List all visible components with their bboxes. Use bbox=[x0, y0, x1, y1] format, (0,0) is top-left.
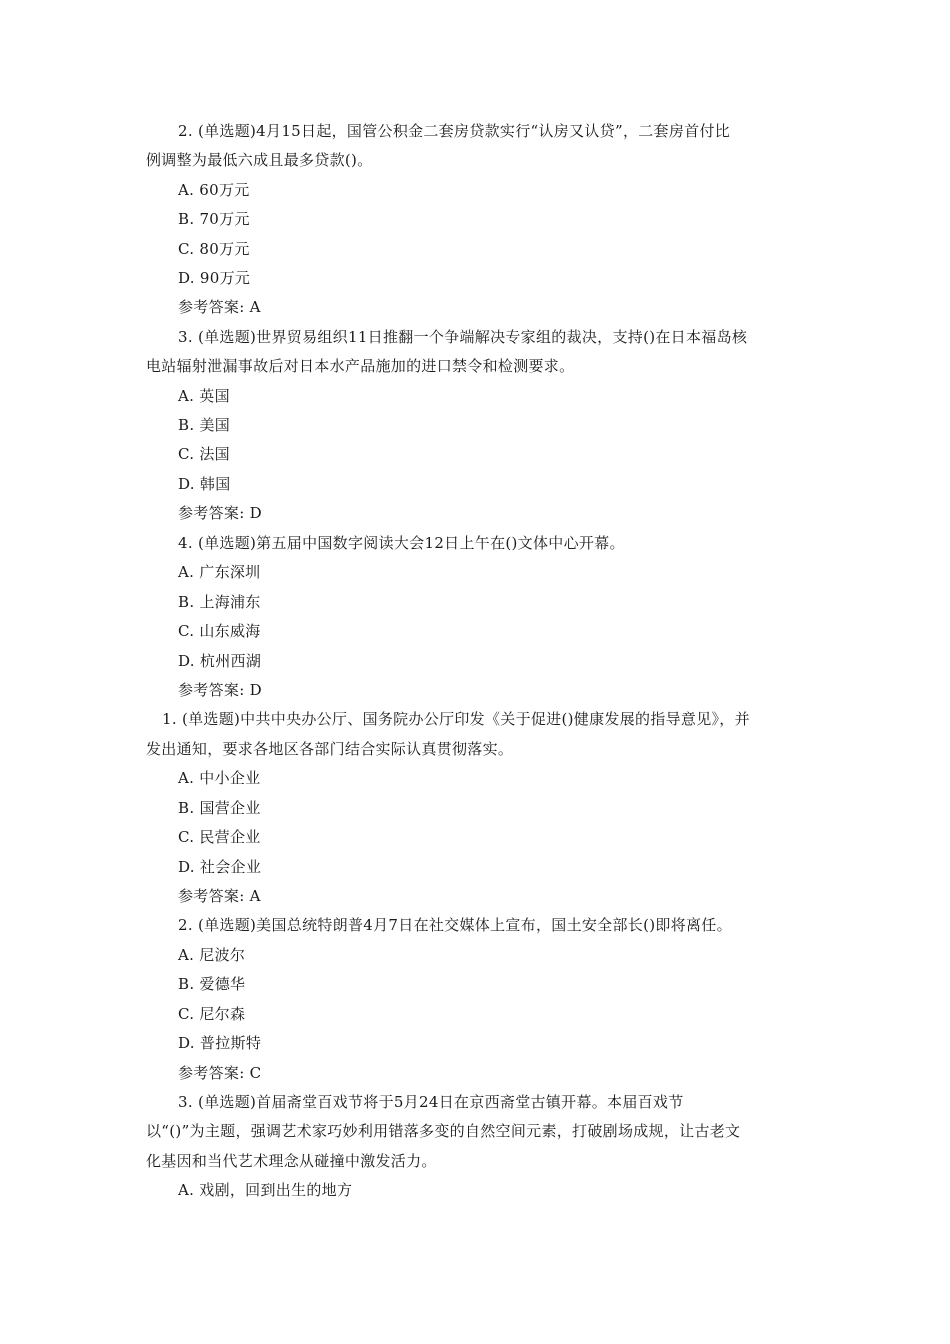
option-b: B. 国营企业 bbox=[178, 799, 261, 817]
question-stem-continued: 发出通知，要求各地区各部门结合实际认真贯彻落实。 bbox=[146, 740, 514, 758]
option-d: D. 社会企业 bbox=[178, 858, 262, 876]
option-b: B. 爱德华 bbox=[178, 975, 246, 993]
option-a: A. 中小企业 bbox=[178, 769, 261, 787]
question-stem: 3. (单选题)世界贸易组织11日推翻一个争端解决专家组的裁决，支持()在日本福岛核 bbox=[178, 328, 748, 346]
question-stem-continued: 化基因和当代艺术理念从碰撞中激发活力。 bbox=[146, 1152, 437, 1170]
question-stem: 3. (单选题)首届斋堂百戏节将于5月24日在京西斋堂古镇开幕。本届百戏节 bbox=[178, 1093, 684, 1111]
question-stem-continued: 电站辐射泄漏事故后对日本水产品施加的进口禁令和检测要求。 bbox=[146, 357, 575, 375]
option-b: B. 上海浦东 bbox=[178, 593, 261, 611]
option-d: D. 普拉斯特 bbox=[178, 1034, 262, 1052]
option-b: B. 美国 bbox=[178, 416, 231, 434]
option-d: D. 韩国 bbox=[178, 475, 231, 493]
option-a: A. 60万元 bbox=[178, 181, 250, 199]
option-c: C. 山东威海 bbox=[178, 622, 261, 640]
question-stem: 2. (单选题)美国总统特朗普4月7日在社交媒体上宣布，国土安全部长()即将离任。 bbox=[178, 916, 732, 934]
option-c: C. 尼尔森 bbox=[178, 1005, 246, 1023]
question-stem: 1. (单选题)中共中央办公厅、国务院办公厅印发《关于促进()健康发展的指导意见》，并 bbox=[162, 710, 750, 728]
reference-answer: 参考答案: C bbox=[178, 1064, 262, 1082]
option-a: A. 广东深圳 bbox=[178, 563, 261, 581]
reference-answer: 参考答案: D bbox=[178, 504, 262, 522]
option-d: D. 90万元 bbox=[178, 269, 251, 287]
option-c: C. 法国 bbox=[178, 445, 230, 463]
option-a: A. 戏剧，回到出生的地方 bbox=[178, 1181, 353, 1199]
question-stem-continued: 以“()”为主题，强调艺术家巧妙利用错落多变的自然空间元素，打破剧场成规，让古老文 bbox=[146, 1122, 741, 1140]
option-a: A. 尼波尔 bbox=[178, 946, 246, 964]
reference-answer: 参考答案: A bbox=[178, 887, 261, 905]
option-a: A. 英国 bbox=[178, 387, 230, 405]
option-c: C. 80万元 bbox=[178, 240, 250, 258]
question-stem-continued: 例调整为最低六成且最多贷款()。 bbox=[146, 151, 373, 169]
option-b: B. 70万元 bbox=[178, 210, 250, 228]
question-stem: 4. (单选题)第五届中国数字阅读大会12日上午在()文体中心开幕。 bbox=[178, 534, 625, 552]
reference-answer: 参考答案: D bbox=[178, 681, 262, 699]
option-d: D. 杭州西湖 bbox=[178, 652, 262, 670]
reference-answer: 参考答案: A bbox=[178, 298, 261, 316]
option-c: C. 民营企业 bbox=[178, 828, 261, 846]
question-stem: 2. (单选题)4月15日起，国管公积金二套房贷款实行“认房又认贷”，二套房首付比 bbox=[178, 122, 731, 140]
